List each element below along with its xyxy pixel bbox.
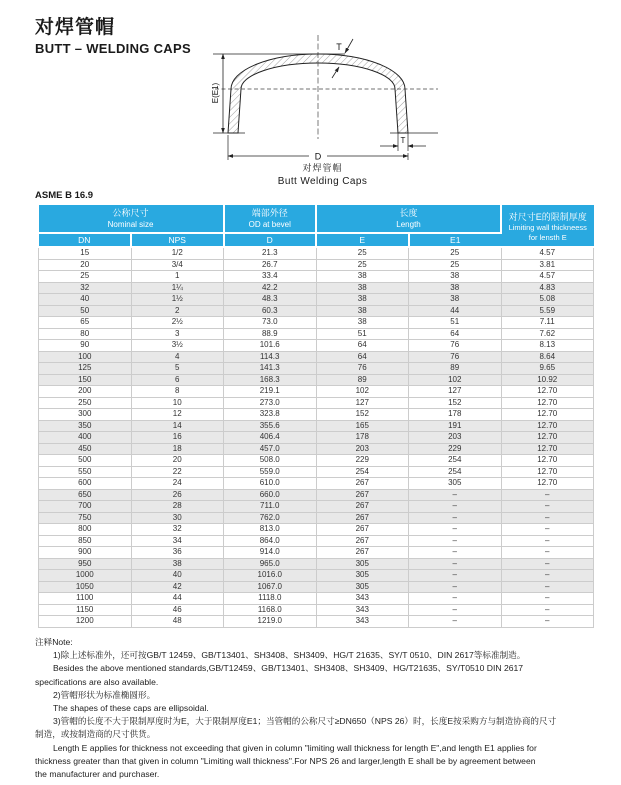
table-cell: 355.6 <box>224 420 317 432</box>
table-cell: 76 <box>316 363 409 375</box>
table-cell: – <box>501 616 594 628</box>
table-cell: 42 <box>131 581 224 593</box>
table-cell: 1200 <box>39 616 132 628</box>
note-line: thickness greater than that given in column "Limiting wall thickness".For NPS 26 and larger,length E shall be by agreement between <box>35 755 536 766</box>
table-cell: 32 <box>39 282 132 294</box>
table-cell: 12.70 <box>501 397 594 409</box>
table-cell: 76 <box>409 340 502 352</box>
table-cell: – <box>501 535 594 547</box>
table-cell: 38 <box>316 271 409 283</box>
table-cell: – <box>501 524 594 536</box>
standard-label: ASME B 16.9 <box>35 190 94 201</box>
table-cell: – <box>409 558 502 570</box>
table-cell: 1000 <box>39 570 132 582</box>
table-cell: 2 <box>131 305 224 317</box>
table-cell: 7.62 <box>501 328 594 340</box>
table-cell: 32 <box>131 524 224 536</box>
table-cell: 650 <box>39 489 132 501</box>
table-cell: 127 <box>409 386 502 398</box>
table-row <box>39 593 594 605</box>
cap-cross-section-drawing <box>205 27 440 165</box>
table-cell: 33.4 <box>224 271 317 283</box>
table-cell: 127 <box>316 397 409 409</box>
subheader-nps: NPS <box>131 233 224 247</box>
table-row <box>39 512 594 524</box>
table-cell: 4.57 <box>501 271 594 283</box>
table-cell: 141.3 <box>224 363 317 375</box>
table-cell: 950 <box>39 558 132 570</box>
table-cell: 64 <box>316 340 409 352</box>
table-cell: 102 <box>409 374 502 386</box>
table-cell: 65 <box>39 317 132 329</box>
table-cell: – <box>409 547 502 559</box>
outer-surface-arrow <box>345 39 353 53</box>
table-cell: 38 <box>131 558 224 570</box>
table-cell: 100 <box>39 351 132 363</box>
table-cell: 25 <box>39 271 132 283</box>
notes-lines <box>35 649 601 781</box>
header-limiting-zh: 对尺寸E的限制厚度 <box>508 211 587 222</box>
page-title-en: BUTT – WELDING CAPS <box>35 41 191 56</box>
table-row <box>39 282 594 294</box>
note-line: 3)管帽的长度不大于限制厚度时为E，大于限制厚度E1；当管帽的公称尺寸≥DN650（NPS 26）时，长度E按采购方与制造协商的尺寸 <box>53 716 557 727</box>
table-cell: – <box>501 581 594 593</box>
table-cell: 12.70 <box>501 478 594 490</box>
table-cell: 203 <box>316 443 409 455</box>
table-row <box>39 570 594 582</box>
table-cell: 864.0 <box>224 535 317 547</box>
table-cell: 8.13 <box>501 340 594 352</box>
table-cell: – <box>501 604 594 616</box>
table-row <box>39 259 594 271</box>
table-row <box>39 409 594 421</box>
table-cell: 508.0 <box>224 455 317 467</box>
table-cell: 5 <box>131 363 224 375</box>
table-row <box>39 432 594 444</box>
table-cell: 813.0 <box>224 524 317 536</box>
header-limiting-en1: Limiting wall thickneess <box>508 222 587 232</box>
figure-captions <box>205 161 440 187</box>
table-cell: 178 <box>316 432 409 444</box>
table-cell: 267 <box>316 478 409 490</box>
table-row <box>39 340 594 352</box>
note-line: 1)除上述标准外，还可按GB/T 12459、GB/T13401、SH3408、SH3409、HG/T 21635、SY/T 0510、DIN 2617等标准制造。 <box>53 650 526 661</box>
table-cell: 38 <box>409 294 502 306</box>
header-od-en: OD at bevel <box>248 220 291 229</box>
table-cell: – <box>409 535 502 547</box>
note-line: The shapes of these caps are ellipsoidal. <box>53 703 209 714</box>
table-cell: 343 <box>316 593 409 605</box>
figure-caption-en: Butt Welding Caps <box>277 176 368 187</box>
table-cell: 38 <box>409 271 502 283</box>
table-cell: 14 <box>131 420 224 432</box>
figure-caption-zh: 对焊管帽 <box>302 163 343 173</box>
table-cell: 273.0 <box>224 397 317 409</box>
table-cell: 38 <box>316 282 409 294</box>
note-line: the manufacturer and purchaser. <box>35 769 160 780</box>
table-cell: 323.8 <box>224 409 317 421</box>
table-cell: 48.3 <box>224 294 317 306</box>
table-cell: 10 <box>131 397 224 409</box>
table-cell: 5.08 <box>501 294 594 306</box>
table-cell: 25 <box>316 259 409 271</box>
table-row <box>39 501 594 513</box>
table-cell: 750 <box>39 512 132 524</box>
table-row <box>39 363 594 375</box>
table-row <box>39 616 594 628</box>
table-cell: 300 <box>39 409 132 421</box>
table-cell: 40 <box>39 294 132 306</box>
table-cell: 267 <box>316 535 409 547</box>
table-cell: – <box>409 616 502 628</box>
notes-section <box>35 636 601 781</box>
wall-thickness-top-label: T <box>336 42 342 52</box>
table-cell: 254 <box>409 466 502 478</box>
table-cell: 200 <box>39 386 132 398</box>
inner-surface-arrow <box>332 67 339 78</box>
subheader-d: D <box>224 233 317 247</box>
header-length-zh: 长度 <box>399 208 418 218</box>
table-cell: 24 <box>131 478 224 490</box>
table-cell: 1/2 <box>131 247 224 259</box>
table-row <box>39 351 594 363</box>
table-cell: 1168.0 <box>224 604 317 616</box>
table-cell: 711.0 <box>224 501 317 513</box>
table-cell: 7.11 <box>501 317 594 329</box>
table-cell: 150 <box>39 374 132 386</box>
table-cell: 25 <box>409 247 502 259</box>
table-cell: 26.7 <box>224 259 317 271</box>
table-cell: 101.6 <box>224 340 317 352</box>
table-cell: 89 <box>316 374 409 386</box>
table-cell: 12.70 <box>501 420 594 432</box>
table-row <box>39 581 594 593</box>
table-cell: 1100 <box>39 593 132 605</box>
table-cell: 4.57 <box>501 247 594 259</box>
table-cell: 800 <box>39 524 132 536</box>
table-cell: 762.0 <box>224 512 317 524</box>
table-row <box>39 294 594 306</box>
table-cell: – <box>409 489 502 501</box>
table-cell: 305 <box>409 478 502 490</box>
table-row <box>39 524 594 536</box>
table-cell: – <box>409 570 502 582</box>
table-cell: 114.3 <box>224 351 317 363</box>
header-nominal-size <box>39 205 224 233</box>
note-line: Length E applies for thickness not exceeding that given in column "limiting wall thickness for length E",and length E1 applies for <box>53 742 537 753</box>
table-cell: – <box>501 558 594 570</box>
table-cell: 914.0 <box>224 547 317 559</box>
table-cell: 550 <box>39 466 132 478</box>
header-length <box>316 205 501 233</box>
table-cell: 21.3 <box>224 247 317 259</box>
table-cell: – <box>501 512 594 524</box>
table-row <box>39 386 594 398</box>
table-cell: 38 <box>409 282 502 294</box>
table-cell: 203 <box>409 432 502 444</box>
subheader-dn: DN <box>39 233 132 247</box>
header-od-zh: 端部外径 <box>251 208 288 218</box>
table-cell: 22 <box>131 466 224 478</box>
table-cell: 44 <box>409 305 502 317</box>
table-cell: 2½ <box>131 317 224 329</box>
table-row <box>39 443 594 455</box>
table-row <box>39 535 594 547</box>
table-cell: 343 <box>316 616 409 628</box>
note-line: Besides the above mentioned standards,GB/T12459、GB/T13401、SH3408、SH3409、HG/T21635、SY/T0510 DIN 2617 <box>53 663 524 674</box>
page-header <box>35 12 191 56</box>
table-cell: 3 <box>131 328 224 340</box>
table-row <box>39 247 594 259</box>
subheader-e1: E1 <box>409 233 502 247</box>
table-cell: 10.92 <box>501 374 594 386</box>
table-cell: 267 <box>316 501 409 513</box>
table-cell: – <box>409 604 502 616</box>
table-cell: 88.9 <box>224 328 317 340</box>
table-cell: – <box>409 581 502 593</box>
table-row <box>39 455 594 467</box>
table-cell: – <box>501 501 594 513</box>
subheader-e: E <box>316 233 409 247</box>
table-cell: 8.64 <box>501 351 594 363</box>
table-cell: 965.0 <box>224 558 317 570</box>
table-row <box>39 547 594 559</box>
table-body <box>39 247 594 627</box>
table-cell: 850 <box>39 535 132 547</box>
header-od-at-bevel <box>224 205 317 233</box>
table-cell: 89 <box>409 363 502 375</box>
table-cell: 9.65 <box>501 363 594 375</box>
table-cell: 3½ <box>131 340 224 352</box>
table-cell: 267 <box>316 489 409 501</box>
table-cell: 610.0 <box>224 478 317 490</box>
table-cell: 1067.0 <box>224 581 317 593</box>
wall-thickness-bottom-label: T <box>400 136 406 145</box>
table-row <box>39 466 594 478</box>
table-row <box>39 397 594 409</box>
table-cell: 400 <box>39 432 132 444</box>
table-cell: – <box>501 547 594 559</box>
table-cell: 42.2 <box>224 282 317 294</box>
table-cell: 168.3 <box>224 374 317 386</box>
note-line: specifications are also available. <box>35 676 159 687</box>
table-cell: 46 <box>131 604 224 616</box>
table-cell: 12.70 <box>501 466 594 478</box>
note-line: 2)管帽形状为标准椭圆形。 <box>53 689 156 700</box>
table-cell: 34 <box>131 535 224 547</box>
height-dimension-label: E(E1) <box>211 82 220 104</box>
table-cell: 700 <box>39 501 132 513</box>
table-cell: 191 <box>409 420 502 432</box>
table-cell: 5.59 <box>501 305 594 317</box>
table-cell: 12.70 <box>501 386 594 398</box>
header-nominal-size-zh: 公称尺寸 <box>112 208 149 218</box>
table-cell: 6 <box>131 374 224 386</box>
note-line: 制造，或按制造商的尺寸供货。 <box>35 729 156 740</box>
table-cell: 1 <box>131 271 224 283</box>
table-cell: 254 <box>409 455 502 467</box>
table-cell: 219.1 <box>224 386 317 398</box>
table-cell: 305 <box>316 581 409 593</box>
table-row <box>39 558 594 570</box>
table-cell: 15 <box>39 247 132 259</box>
table-cell: 12.70 <box>501 443 594 455</box>
table-cell: 305 <box>316 570 409 582</box>
table-cell: 90 <box>39 340 132 352</box>
table-cell: 102 <box>316 386 409 398</box>
table-cell: 40 <box>131 570 224 582</box>
table-cell: 50 <box>39 305 132 317</box>
table-cell: 152 <box>409 397 502 409</box>
table-cell: 1050 <box>39 581 132 593</box>
table-row <box>39 374 594 386</box>
table-cell: 28 <box>131 501 224 513</box>
table-cell: 60.3 <box>224 305 317 317</box>
table-row <box>39 271 594 283</box>
table-cell: 64 <box>316 351 409 363</box>
cap-cross-section-figure <box>205 27 440 170</box>
table-cell: 1219.0 <box>224 616 317 628</box>
table-cell: 80 <box>39 328 132 340</box>
header-nominal-size-en: Nominal size <box>107 220 154 229</box>
table-cell: – <box>409 512 502 524</box>
table-cell: 457.0 <box>224 443 317 455</box>
table-cell: 12.70 <box>501 432 594 444</box>
table-cell: 36 <box>131 547 224 559</box>
table-row <box>39 328 594 340</box>
header-limiting-thickness <box>501 205 594 247</box>
table-cell: 559.0 <box>224 466 317 478</box>
table-cell: – <box>501 570 594 582</box>
table-cell: 48 <box>131 616 224 628</box>
table-row <box>39 489 594 501</box>
table-cell: 165 <box>316 420 409 432</box>
table-cell: 250 <box>39 397 132 409</box>
table-cell: 51 <box>409 317 502 329</box>
table-cell: 450 <box>39 443 132 455</box>
table-cell: – <box>501 489 594 501</box>
table-cell: 44 <box>131 593 224 605</box>
table-cell: 26 <box>131 489 224 501</box>
table-cell: 12 <box>131 409 224 421</box>
table-cell: 18 <box>131 443 224 455</box>
table-cell: 660.0 <box>224 489 317 501</box>
table-cell: 4.83 <box>501 282 594 294</box>
table-cell: 254 <box>316 466 409 478</box>
table-cell: 229 <box>316 455 409 467</box>
table-cell: 267 <box>316 512 409 524</box>
table-cell: 343 <box>316 604 409 616</box>
table-cell: 152 <box>316 409 409 421</box>
table-cell: 267 <box>316 524 409 536</box>
table-cell: – <box>409 524 502 536</box>
table-cell: 20 <box>131 455 224 467</box>
header-length-en: Length <box>396 220 421 229</box>
diameter-label: D <box>314 151 322 162</box>
table-cell: 1½ <box>131 294 224 306</box>
table-cell: 178 <box>409 409 502 421</box>
table-cell: 64 <box>409 328 502 340</box>
table-cell: – <box>409 501 502 513</box>
table-cell: 38 <box>316 294 409 306</box>
table-cell: 38 <box>316 317 409 329</box>
table-cell: 16 <box>131 432 224 444</box>
table-row <box>39 478 594 490</box>
table-cell: 3/4 <box>131 259 224 271</box>
table-cell: 1¼ <box>131 282 224 294</box>
dimensions-table <box>38 205 594 628</box>
table-cell: 267 <box>316 547 409 559</box>
table-row <box>39 317 594 329</box>
table-cell: 30 <box>131 512 224 524</box>
notes-heading: 注释Note: <box>35 637 73 647</box>
table-cell: – <box>501 593 594 605</box>
table-cell: 8 <box>131 386 224 398</box>
table-cell: 1016.0 <box>224 570 317 582</box>
table-cell: 4 <box>131 351 224 363</box>
table-row <box>39 305 594 317</box>
table-cell: 125 <box>39 363 132 375</box>
table-cell: 406.4 <box>224 432 317 444</box>
table-cell: 350 <box>39 420 132 432</box>
table-cell: 25 <box>409 259 502 271</box>
table-row <box>39 420 594 432</box>
table-cell: 20 <box>39 259 132 271</box>
table-cell: 38 <box>316 305 409 317</box>
page-title-zh: 对焊管帽 <box>35 17 116 38</box>
table-cell: 900 <box>39 547 132 559</box>
table-header <box>39 205 594 247</box>
table-row <box>39 604 594 616</box>
table-cell: 73.0 <box>224 317 317 329</box>
table-cell: 3.81 <box>501 259 594 271</box>
table-cell: – <box>409 593 502 605</box>
table-cell: 1150 <box>39 604 132 616</box>
table-cell: 12.70 <box>501 409 594 421</box>
header-limiting-en2: for lensth E <box>528 232 567 242</box>
table-cell: 76 <box>409 351 502 363</box>
table-cell: 1118.0 <box>224 593 317 605</box>
table-cell: 25 <box>316 247 409 259</box>
table-cell: 12.70 <box>501 455 594 467</box>
table-cell: 229 <box>409 443 502 455</box>
table-cell: 51 <box>316 328 409 340</box>
table-cell: 600 <box>39 478 132 490</box>
table-cell: 305 <box>316 558 409 570</box>
table-cell: 500 <box>39 455 132 467</box>
